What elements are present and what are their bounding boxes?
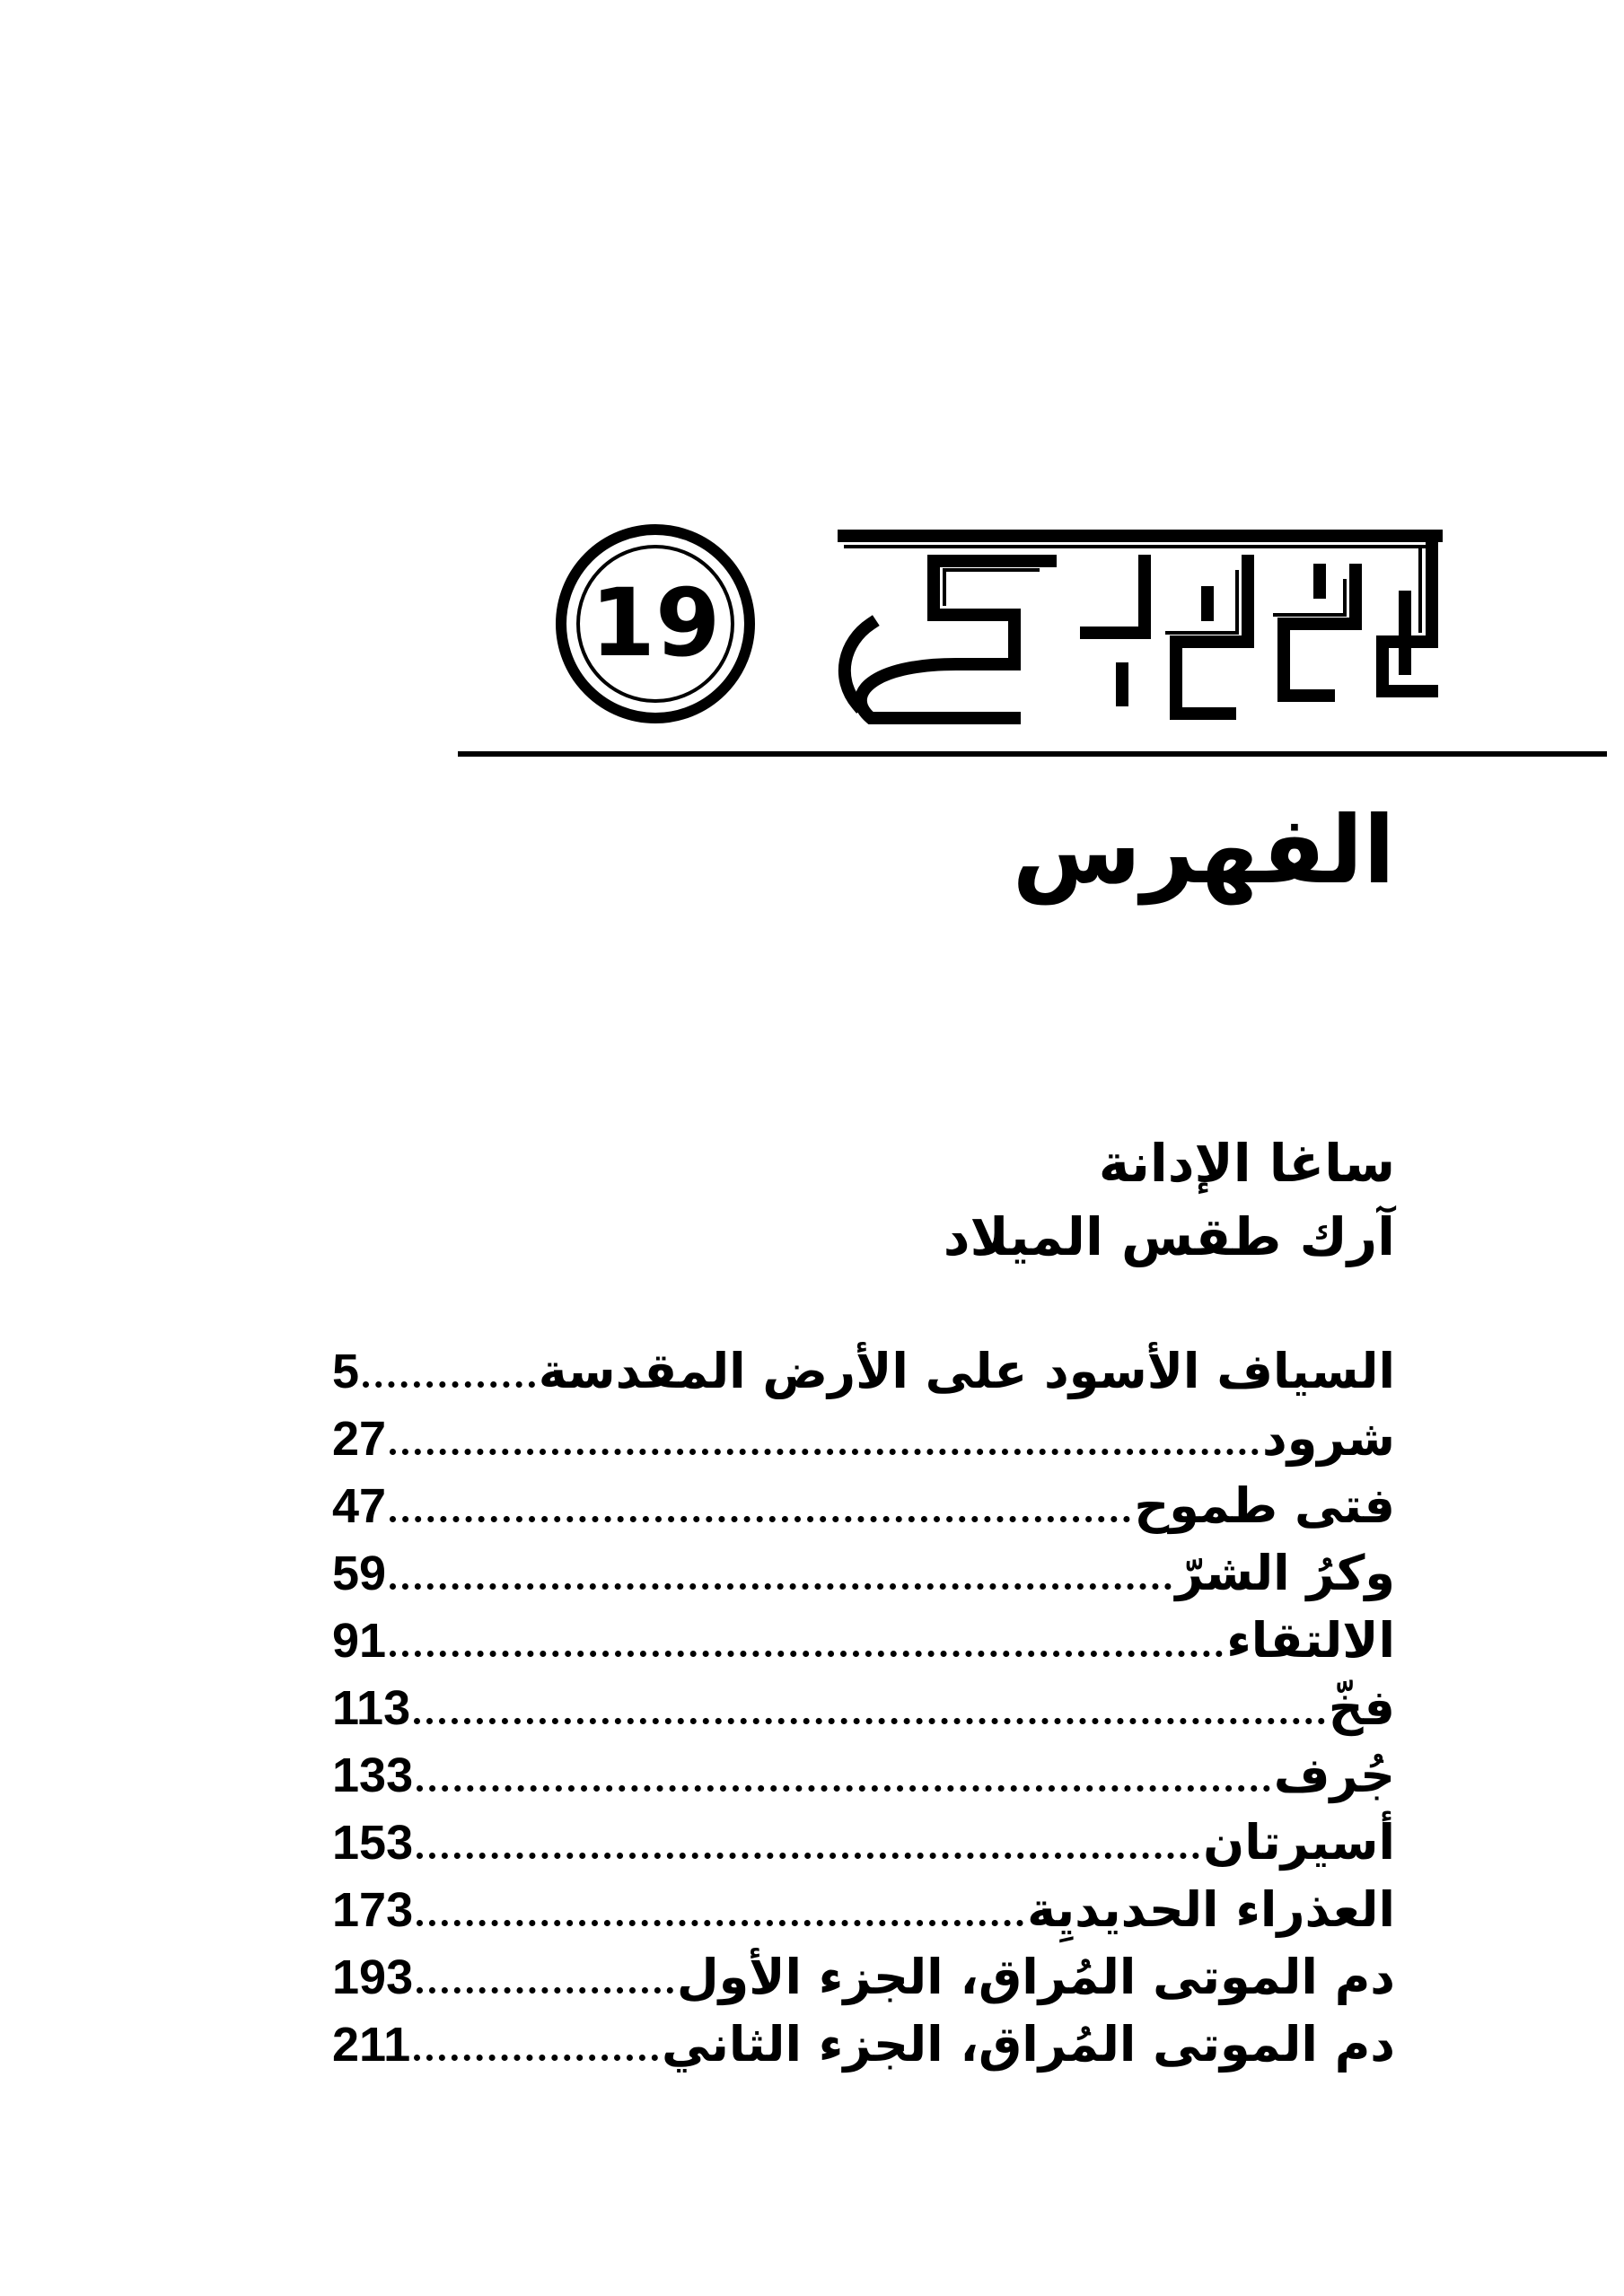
- arc-name: آرك طقس الميلاد: [943, 1206, 1395, 1267]
- toc-entry-title: شرود: [1262, 1410, 1395, 1467]
- toc-entry-title: أسيرتان: [1203, 1814, 1395, 1871]
- toc-entry-page: 5: [332, 1345, 360, 1398]
- toc-entry-page: 113: [332, 1681, 411, 1735]
- toc-dot-leader: [414, 2055, 658, 2061]
- toc-entry: [332, 1539, 1395, 1607]
- toc-dot-leader: [414, 1718, 1325, 1724]
- toc-dot-leader: [417, 1853, 1199, 1859]
- toc-entry-title: دم الموتى المُراق، الجزء الأول: [676, 1949, 1395, 2005]
- toc-entry-title: السياف الأسود على الأرض المقدسة: [538, 1343, 1395, 1399]
- toc-entry: [332, 1943, 1395, 2011]
- toc-entry-page: 27: [332, 1412, 387, 1466]
- toc-entry-page: 153: [332, 1816, 414, 1870]
- toc-dot-leader: [390, 1449, 1259, 1455]
- issue-number: 19: [590, 568, 721, 678]
- toc-entry-title: فتى طموح: [1134, 1477, 1395, 1534]
- toc-entry-title: العذراء الحديديِة: [1027, 1881, 1395, 1938]
- table-of-contents: [332, 1337, 1395, 2078]
- toc-entry: [332, 1607, 1395, 1674]
- toc-entry: [332, 1674, 1395, 1741]
- toc-entry-page: 193: [332, 1950, 414, 2004]
- toc-entry: [332, 1876, 1395, 1943]
- toc-dot-leader: [390, 1651, 1223, 1657]
- magazine-logo-graphic: [548, 507, 1463, 741]
- toc-dot-leader: [390, 1583, 1172, 1590]
- toc-entry-page: 47: [332, 1479, 387, 1533]
- toc-entry: [332, 1741, 1395, 1809]
- toc-entry-page: 211: [332, 2018, 411, 2072]
- toc-entry-page: 59: [332, 1547, 387, 1600]
- issue-badge: [561, 530, 750, 718]
- toc-entry-title: دم الموتى المُراق، الجزء الثاني: [661, 2016, 1395, 2073]
- toc-dot-leader: [417, 1920, 1023, 1926]
- header-divider: [458, 751, 1607, 757]
- toc-entry-page: 91: [332, 1614, 387, 1668]
- magazine-logo: [548, 507, 1463, 741]
- toc-entry-title: وكرُ الشرّ: [1175, 1545, 1395, 1601]
- toc-dot-leader: [417, 1785, 1270, 1792]
- toc-entry: [332, 1472, 1395, 1539]
- toc-entry: [332, 1337, 1395, 1405]
- wordmark: [844, 536, 1436, 718]
- saga-heading: [497, 1126, 1395, 1274]
- toc-entry: [332, 2011, 1395, 2078]
- toc-entry-title: فخّ: [1328, 1679, 1395, 1736]
- toc-dot-leader: [390, 1516, 1130, 1522]
- toc-entry: [332, 1809, 1395, 1876]
- saga-name: ساغا الإدانة: [1098, 1133, 1395, 1194]
- toc-entry-page: 133: [332, 1748, 414, 1802]
- index-title: الفهرس: [1012, 795, 1395, 905]
- toc-dot-leader: [417, 1987, 673, 1994]
- toc-dot-leader: [363, 1381, 535, 1388]
- toc-entry-title: الالتقاء: [1226, 1612, 1395, 1669]
- toc-entry-title: جُرف: [1273, 1747, 1395, 1803]
- toc-entry: [332, 1405, 1395, 1472]
- toc-entry-page: 173: [332, 1883, 414, 1937]
